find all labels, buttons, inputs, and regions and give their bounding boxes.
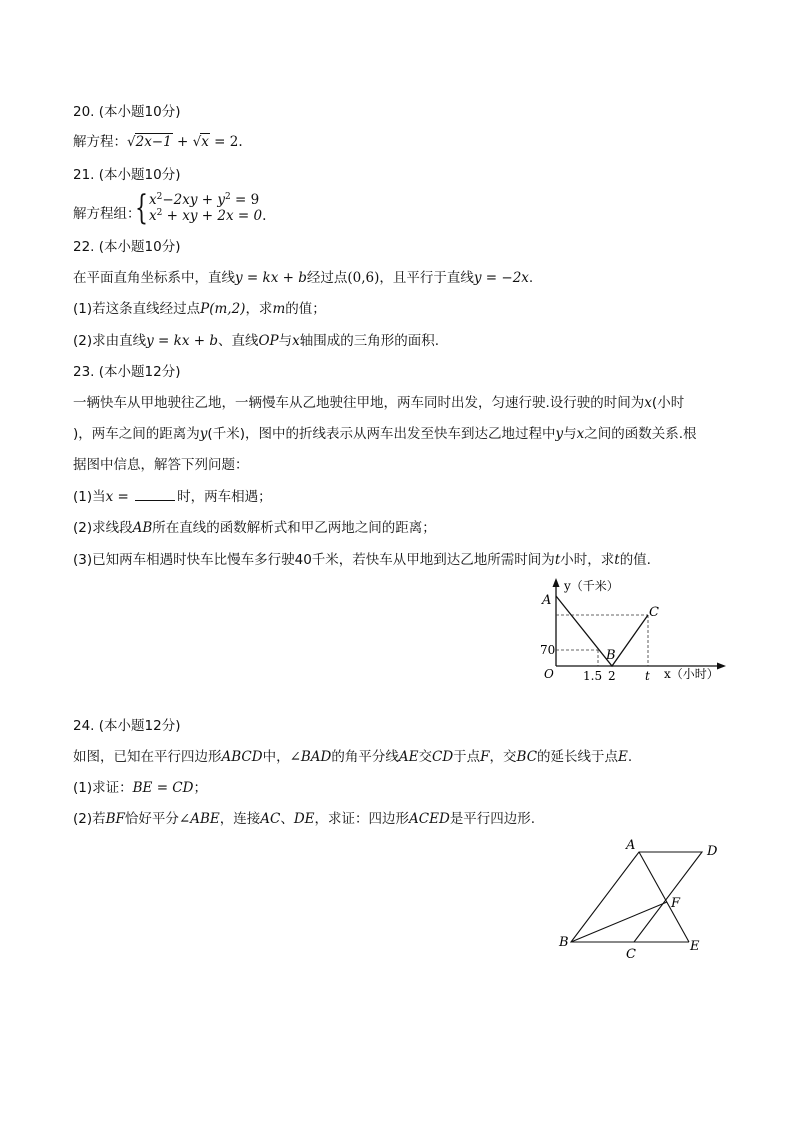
t: )，两车之间的距离为 bbox=[73, 426, 200, 442]
q23-part3 bbox=[73, 551, 651, 569]
q24-part1 bbox=[73, 779, 207, 797]
point-A-label: A bbox=[626, 838, 636, 853]
point-E-label: E bbox=[690, 939, 700, 954]
t: 小时，求 bbox=[560, 552, 615, 568]
t: 的角平分线 bbox=[331, 749, 399, 765]
q21-end: . bbox=[262, 208, 267, 224]
q23-part2 bbox=[73, 519, 436, 537]
t: 与 bbox=[563, 426, 577, 442]
q23-header: 23. (本小题12分) bbox=[73, 364, 181, 380]
origin-label: O bbox=[544, 667, 554, 681]
m: CD bbox=[432, 749, 454, 765]
q21-eq1-a: x bbox=[149, 192, 157, 208]
q23-line2 bbox=[73, 425, 697, 443]
q21-eq2-b: + xy + 2x = 0 bbox=[162, 208, 263, 224]
t: 交 bbox=[418, 749, 432, 765]
q24-part2 bbox=[73, 810, 535, 828]
m: y = kx + b bbox=[235, 270, 307, 286]
parallelogram-ABCD bbox=[571, 852, 702, 942]
m: ∠BAD bbox=[289, 749, 332, 765]
y-axis-label: y（千米） bbox=[564, 579, 619, 593]
m: y bbox=[555, 426, 564, 442]
q24-header: 24. (本小题12分) bbox=[73, 718, 181, 734]
left-brace-icon: { bbox=[135, 188, 148, 228]
q23-line3: 据图中信息，解答下列问题： bbox=[73, 457, 249, 473]
t: ，连接 bbox=[219, 811, 261, 827]
q21-eq1-c: = 9 bbox=[230, 192, 260, 208]
q21-prefix: 解方程组： bbox=[73, 206, 141, 222]
t: 经过点 bbox=[306, 270, 348, 286]
t: ； bbox=[193, 780, 207, 796]
t: 的延长线于点 bbox=[537, 749, 619, 765]
m: E bbox=[618, 749, 628, 765]
t: 轴围成的三角形的面积. bbox=[299, 333, 440, 349]
t: 的值； bbox=[285, 301, 326, 317]
point-B-label: B bbox=[559, 935, 569, 950]
m: DE bbox=[293, 811, 315, 827]
t: 中， bbox=[262, 749, 290, 765]
point-A-label: A bbox=[542, 593, 552, 608]
q21-header: 21. (本小题10分) bbox=[73, 167, 181, 183]
q21-eq1: $x^2-2xy + y^2 = 9$ bbox=[149, 192, 260, 208]
t: 、 bbox=[280, 811, 294, 827]
t: = bbox=[113, 489, 134, 505]
q20-equation bbox=[73, 133, 243, 151]
m: t bbox=[614, 552, 620, 568]
m: m bbox=[272, 301, 286, 317]
m: y = kx + b bbox=[146, 333, 218, 349]
q22-header: 22. (本小题10分) bbox=[73, 239, 181, 255]
q23-line1 bbox=[73, 394, 684, 412]
m: F bbox=[480, 749, 490, 765]
q24-stem bbox=[73, 748, 632, 766]
m: P(m,2) bbox=[200, 301, 246, 317]
t: 所在直线的函数解析式和甲乙两地之间的距离； bbox=[152, 520, 436, 536]
t: ，交 bbox=[489, 749, 517, 765]
m: x bbox=[292, 333, 300, 349]
q20-header: 20. (本小题10分) bbox=[73, 104, 181, 120]
t: 如图，已知在平行四边形 bbox=[73, 749, 222, 765]
m: BF bbox=[105, 811, 125, 827]
q20-prefix: 解方程： bbox=[73, 134, 127, 150]
q20-radicand-2: x bbox=[201, 134, 209, 150]
t: 、直线 bbox=[217, 333, 259, 349]
t: (千米)，图中的折线表示从两车出发至快车到达乙地过程中 bbox=[207, 426, 556, 442]
m: AB bbox=[132, 520, 153, 536]
q23-part1 bbox=[73, 488, 272, 506]
graph-polyline bbox=[556, 596, 648, 666]
t: 在平面直角坐标系中，直线 bbox=[73, 270, 235, 286]
q22-stem bbox=[73, 269, 533, 287]
t: ，求证：四边形 bbox=[314, 811, 410, 827]
segment-BF bbox=[571, 902, 667, 942]
t: (2)求线段 bbox=[73, 520, 133, 536]
q22-part2 bbox=[73, 332, 439, 350]
m: AE bbox=[398, 749, 419, 765]
t: 是平行四边形. bbox=[449, 811, 536, 827]
t: (1)求证： bbox=[73, 780, 133, 796]
t: . bbox=[528, 270, 534, 286]
tick-t: t bbox=[645, 669, 650, 683]
y-axis-arrow-icon bbox=[553, 578, 560, 587]
t: 恰好平分 bbox=[124, 811, 179, 827]
t: (小时 bbox=[651, 395, 685, 411]
point-C-label: C bbox=[649, 605, 659, 620]
q24-figure bbox=[552, 832, 732, 964]
q21-eq1-b: −2xy + y bbox=[162, 192, 226, 208]
sqrt-sign-2: √ bbox=[192, 134, 202, 150]
q20-rhs: = 2. bbox=[209, 134, 243, 150]
segment-AE bbox=[639, 852, 689, 942]
tick-1-5: 1.5 bbox=[583, 669, 603, 683]
m: (0,6) bbox=[347, 270, 380, 286]
t: 之间的函数关系.根 bbox=[584, 426, 697, 442]
q23-graph bbox=[530, 574, 730, 690]
m: AC bbox=[260, 811, 281, 827]
m: OP bbox=[258, 333, 279, 349]
tick-70: 70 bbox=[540, 643, 556, 657]
m: BC bbox=[516, 749, 538, 765]
t: . bbox=[627, 749, 633, 765]
m: y = −2x bbox=[473, 270, 529, 286]
q20-radicand-1: 2x−1 bbox=[135, 134, 172, 150]
t: 一辆快车从甲地驶往乙地，一辆慢车从乙地驶往甲地，两车同时出发，匀速行驶.设行驶的时间为 bbox=[73, 395, 645, 411]
m: y bbox=[199, 426, 208, 442]
t: (1)若这条直线经过点 bbox=[73, 301, 201, 317]
m: x bbox=[576, 426, 585, 442]
q21-eq2-a: x bbox=[149, 208, 157, 224]
q21-eq2: $x^2$ + xy + 2x = 0. bbox=[149, 208, 267, 224]
point-D-label: D bbox=[707, 844, 718, 859]
point-B-label: B bbox=[606, 648, 616, 663]
t: 时，两车相遇； bbox=[177, 489, 272, 505]
point-F-label: F bbox=[671, 896, 681, 911]
point-C-label: C bbox=[626, 947, 636, 962]
t: 与 bbox=[278, 333, 293, 349]
t: (2)求由直线 bbox=[73, 333, 147, 349]
m: ABCD bbox=[221, 749, 263, 765]
tick-2: 2 bbox=[608, 669, 616, 683]
m: x bbox=[644, 395, 652, 411]
sqrt-sign-1: √ bbox=[127, 134, 136, 150]
m: t bbox=[554, 552, 561, 568]
t: 于点 bbox=[453, 749, 481, 765]
m: ACED bbox=[409, 811, 450, 827]
t: (1)当 bbox=[73, 489, 106, 505]
t: 的值. bbox=[619, 552, 651, 568]
m: BE = CD bbox=[132, 780, 194, 796]
x-axis-label: x（小时） bbox=[664, 667, 719, 681]
t: (2)若 bbox=[73, 811, 106, 827]
q20-plus: + bbox=[172, 134, 193, 150]
q22-part1 bbox=[73, 300, 326, 318]
m: ∠ABE bbox=[178, 811, 220, 827]
answer-blank[interactable] bbox=[135, 488, 175, 501]
t: ，且平行于直线 bbox=[379, 270, 474, 286]
t: (3)已知两车相遇时快车比慢车多行驶40千米，若快车从甲地到达乙地所需时间为 bbox=[73, 552, 555, 568]
t: ，求 bbox=[245, 301, 273, 317]
m: x bbox=[105, 489, 114, 505]
